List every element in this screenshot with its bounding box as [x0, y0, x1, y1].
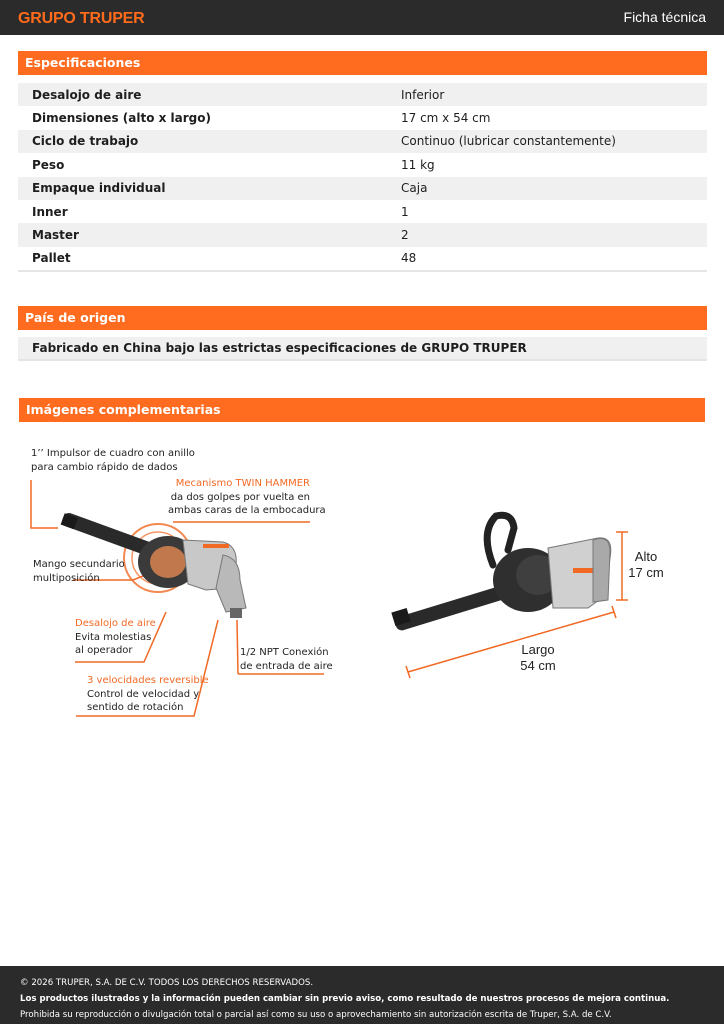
dimension-value: 17 cm [628, 565, 664, 580]
annotation-line: Mango secundario [33, 559, 125, 570]
origin-header: País de origen [18, 306, 707, 330]
annotation-line: Evita molestias [75, 631, 152, 643]
spec-row [18, 200, 707, 223]
spec-row [18, 247, 707, 270]
annotation-velocidades [87, 674, 209, 715]
footer-copyright: © 2026 TRUPER, S.A. DE C.V. TODOS LOS DERECHOS RESERVADOS. [20, 978, 314, 988]
spec-label: Pallet [32, 251, 71, 266]
annotation-line: Control de velocidad y [87, 688, 200, 700]
spec-row [18, 106, 707, 129]
dimension-label: Alto [634, 549, 658, 564]
footer-legal: Prohibida su reproducción o divulgación total o parcial así como su uso o aprovechamiento sin autorización escrita de Truper, S.A. de C.V. [20, 1010, 612, 1020]
dimensioned-wrench-image [391, 515, 628, 678]
spec-value: 1 [401, 204, 409, 219]
spec-row [18, 153, 707, 176]
spec-row [18, 177, 707, 200]
spec-value: Caja [401, 181, 428, 196]
spec-label: Dimensiones (alto x largo) [32, 111, 211, 126]
spec-value: 11 kg [401, 157, 435, 172]
spec-value: 17 cm x 54 cm [401, 111, 491, 126]
spec-label: Inner [32, 204, 68, 219]
spec-value: Continuo (lubricar constantemente) [401, 134, 616, 149]
spec-value: 48 [401, 251, 417, 266]
footer [0, 966, 724, 1024]
spec-row [18, 83, 707, 106]
spec-label: Empaque individual [32, 181, 166, 196]
annotation-npt [240, 646, 333, 673]
annotation-line: multiposición [33, 572, 100, 584]
annotation-line: 1/2 NPT Conexión [240, 647, 329, 658]
spec-label: Master [32, 228, 79, 243]
annotation-desalojo [75, 617, 156, 658]
spec-label: Ciclo de trabajo [32, 134, 139, 149]
dimension-label: Largo [521, 642, 555, 657]
product-figure [18, 440, 707, 730]
annotation-twin-hammer [168, 477, 326, 518]
images-header: Imágenes complementarias [19, 398, 705, 422]
annotation-line: sentido de rotación [87, 702, 184, 713]
annotation-highlight: Mecanismo TWIN HAMMER [175, 478, 310, 489]
spec-label: Peso [32, 157, 65, 172]
brand-logo: GRUPO TRUPER [18, 10, 145, 27]
annotation-impulsor [31, 447, 195, 474]
annotation-line: da dos golpes por vuelta en [170, 491, 310, 503]
annotation-line: ambas caras de la embocadura [168, 505, 326, 516]
annotation-highlight: Desalojo de aire [75, 618, 156, 629]
dimension-largo [513, 642, 563, 674]
spec-value: Inferior [401, 87, 445, 102]
spec-row [18, 130, 707, 153]
footer-notice: Los productos ilustrados y la información pueden cambiar sin previo aviso, como resultado de nuestros procesos de mejora continua. [20, 994, 670, 1004]
document-type: Ficha técnica [623, 9, 706, 25]
specs-header: Especificaciones [18, 51, 707, 75]
top-bar [0, 0, 724, 35]
dimension-value: 54 cm [520, 658, 556, 673]
annotation-line: al operador [75, 645, 133, 656]
annotation-line: para cambio rápido de dados [31, 461, 178, 473]
annotation-mango [33, 558, 125, 585]
annotation-line: 1’’ Impulsor de cuadro con anillo [31, 448, 195, 459]
annotation-line: de entrada de aire [240, 660, 333, 672]
spec-label: Desalojo de aire [32, 87, 142, 102]
dimension-alto [628, 549, 664, 581]
origin-text: Fabricado en China bajo las estrictas especificaciones de GRUPO TRUPER [18, 337, 707, 361]
annotation-highlight: 3 velocidades reversible [87, 675, 209, 686]
specs-table [18, 83, 707, 272]
spec-row [18, 223, 707, 246]
spec-value: 2 [401, 228, 409, 243]
